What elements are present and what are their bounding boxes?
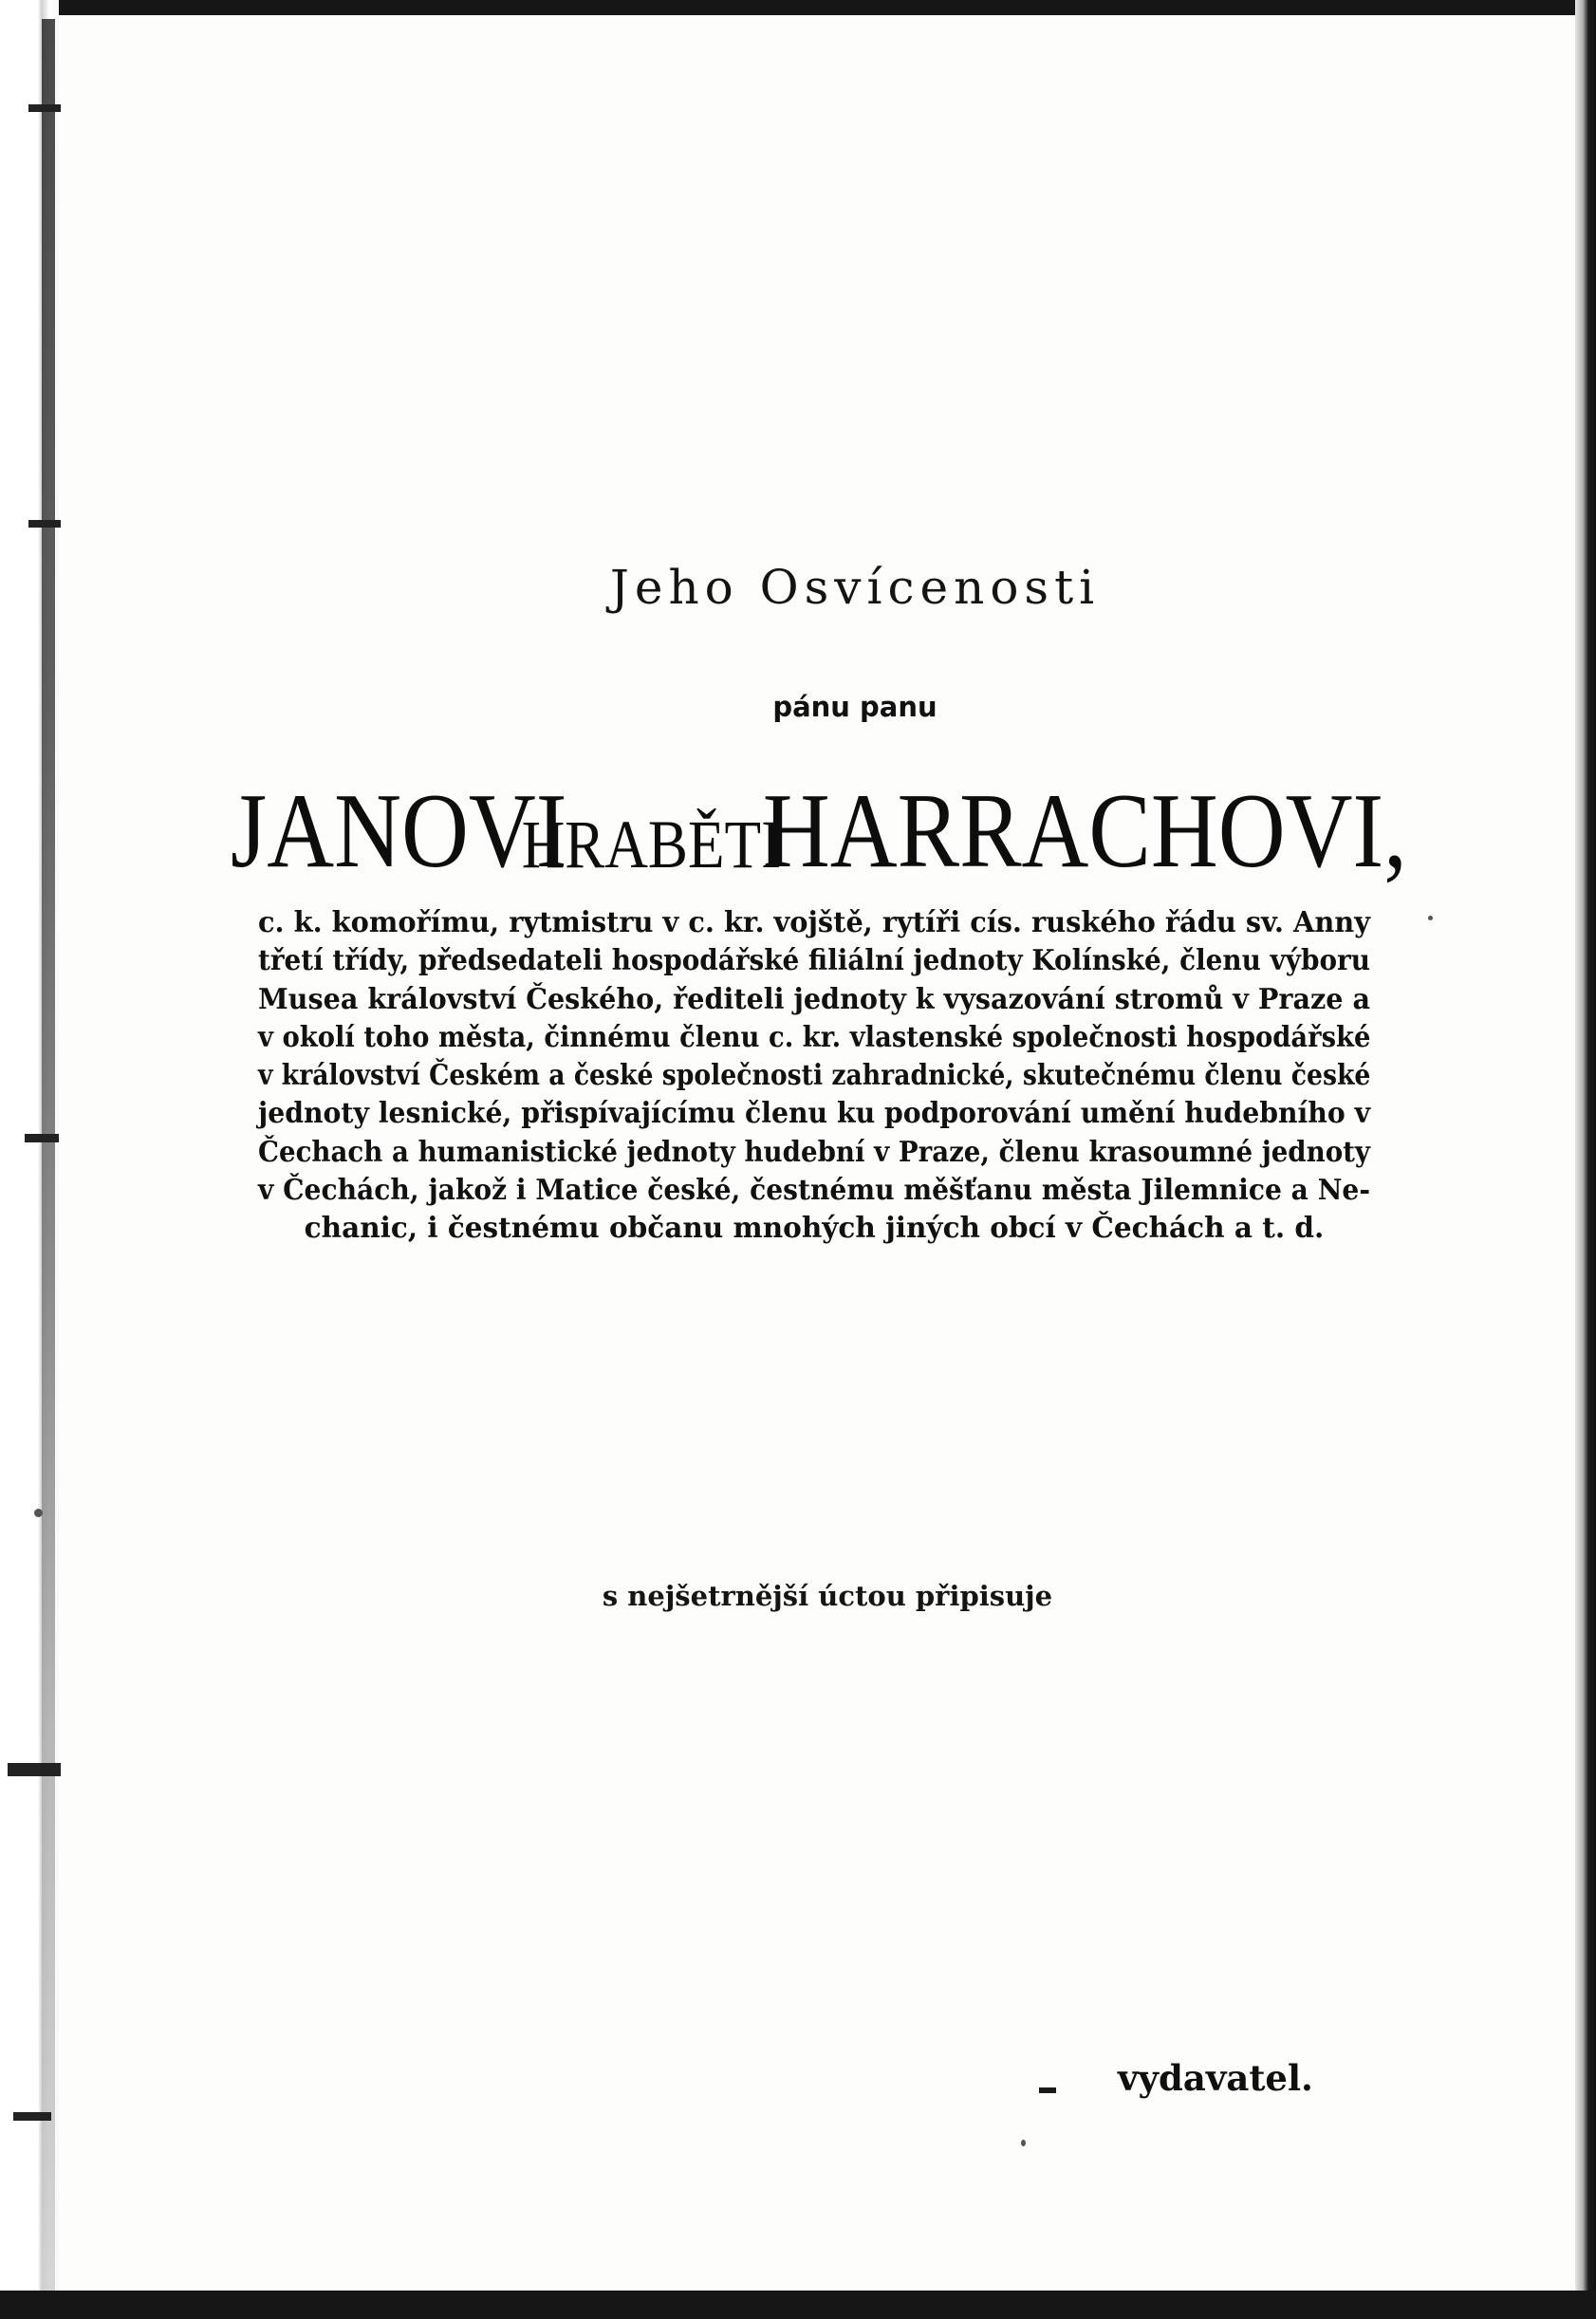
titles-line: třetí třídy, předsedateli hospodářské filiální jednoty Kolínské, členu výboru	[258, 943, 1370, 977]
signature: vydavatel.	[1118, 2057, 1313, 2099]
titles-line: v Čechách, jakož i Matice české, čestnému měšťanu města Jilemnice a Ne-	[258, 1173, 1370, 1207]
titles-line: Musea království Českého, řediteli jednoty k vysazování stromů v Praze a	[258, 981, 1370, 1015]
dedication-heading: Jeho Osvícenosti	[609, 560, 1101, 615]
scan-border-bottom	[0, 2291, 1596, 2319]
dedication-subheading: pánu panu	[772, 691, 937, 723]
speck	[1428, 916, 1433, 920]
signature-dash	[1039, 2087, 1056, 2093]
margin-mark	[13, 2112, 51, 2121]
margin-mark	[25, 1134, 59, 1142]
margin-mark	[28, 104, 61, 112]
scan-border-right	[1575, 0, 1596, 2319]
titles-line: jednoty lesnické, přispívajícímu členu ku podporování umění hudebního v	[258, 1096, 1370, 1130]
name-first: JANOVI	[231, 772, 567, 890]
dedication-line: s nejšetrnější úctou připisuje	[602, 1580, 1053, 1612]
name-title: HRABĚTI	[521, 807, 782, 882]
margin-mark	[28, 520, 61, 528]
speck	[1021, 2140, 1026, 2146]
titles-line: Čechach a humanistické jednoty hudební v Praze, členu krasoumné jednoty	[258, 1134, 1370, 1168]
titles-paragraph	[258, 903, 1370, 1248]
scan-border-top	[0, 0, 1596, 15]
titles-line: v okolí toho města, činnému členu c. kr. vlastenské společnosti hospodářské	[258, 1019, 1371, 1053]
titles-line: c. k. komořímu, rytmistru v c. kr. vojště, rytíři cís. ruského řádu sv. Anny	[258, 905, 1370, 938]
speck	[34, 1509, 43, 1517]
margin-mark	[8, 1763, 61, 1776]
name-family: HARRACHOVI,	[762, 772, 1407, 890]
binding-shadow	[42, 19, 55, 2296]
titles-line: v království Českém a české společnosti zahradnické, skutečnému členu české	[258, 1058, 1371, 1092]
titles-line: chanic, i čestnému občanu mnohých jiných obcí v Čechách a t. d.	[304, 1211, 1325, 1245]
